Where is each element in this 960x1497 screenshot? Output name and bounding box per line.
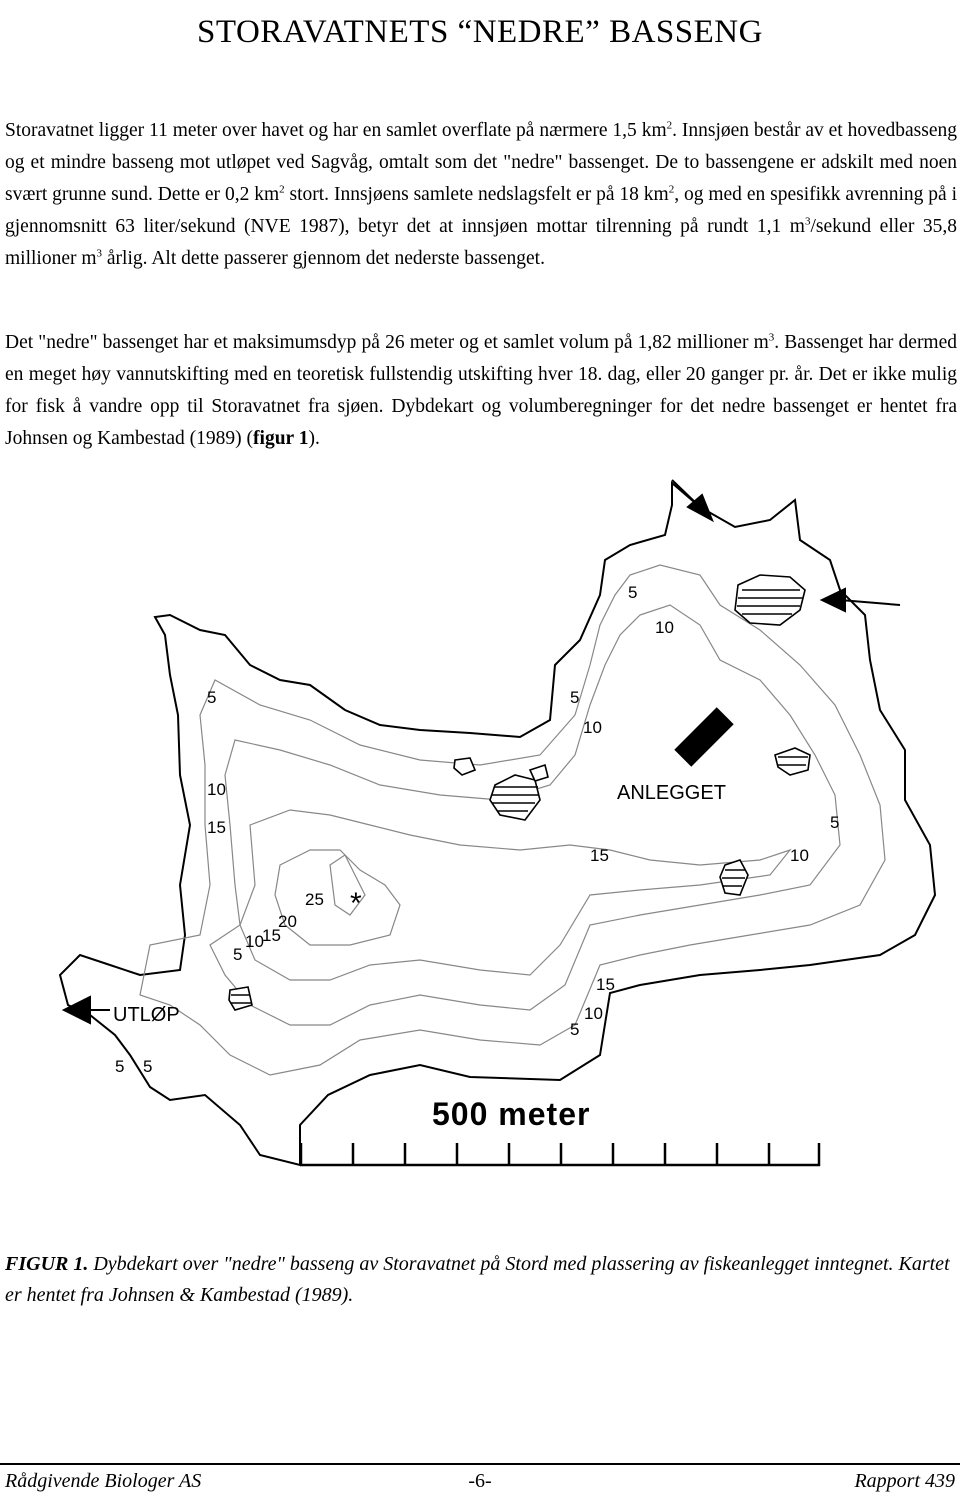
island-small [530,765,548,781]
p2-text-1: Det "nedre" bassenget har et maksimumsdyp på 26 meter og et samlet volum på 1,82 millioner m [5,332,769,353]
figure-caption [5,1249,960,1311]
contour-5m [140,565,885,1075]
island-utlop [229,987,252,1010]
p1-sup-1: 2 [666,119,673,132]
scale-bar-label: 500 meter [432,1096,591,1132]
depth-label-5: 5 [628,583,638,602]
island-north [735,575,805,625]
depth-label-10: 10 [583,718,602,737]
paragraph-2 [5,327,957,455]
island-middle [490,775,540,820]
caption-text: Dybdekart over "nedre" basseng av Storavatnet på Stord med plassering av fiskeanlegget inntegnet. Kartet er hentet fra Johnsen & Kambestad (1989). [5,1253,950,1306]
fish-farm-facility [674,707,733,766]
p1-text-5: /sekund eller 35,8 millioner m [5,216,957,269]
footer-company: Rådgivende Biologer AS [5,1470,202,1492]
p2-text-2: . Bassenget har dermed en meget høy vannutskifting med en teoretisk fullstendig utskifting hver 18. dag, eller 20 ganger pr. år. Det er ikke mulig for fisk å vandre opp til Storavatnet fra sjøen. Dybdekart og volumberegninger for det nedre bassenget er hentet fra Johnsen og Kambestad (1989) ( [5,332,958,449]
depth-label-20: 20 [278,912,297,931]
deepest-point-marker: * [350,887,362,920]
depth-label-10: 10 [584,1004,603,1023]
depth-label-5: 5 [143,1057,153,1076]
facility-label: ANLEGGET [617,782,726,804]
p1-text-4: , og med en spesifikk avrenning på i gjennomsnitt 63 liter/sekund (NVE 1987), betyr det at innsjøen mottar tilrenning på rundt 1,1 m [5,184,957,237]
p1-text-3: stort. Innsjøens samlete nedslagsfelt er på 18 km [284,184,669,205]
paragraph-1 [5,115,957,275]
depth-label-10: 10 [655,618,674,637]
figure-label: FIGUR 1. [5,1253,89,1275]
depth-label-5: 5 [570,1020,580,1039]
outlet-label: UTLØP [113,1004,180,1026]
p1-sup-4: 3 [804,215,811,228]
depth-label-10: 10 [245,932,264,951]
p1-text-6: årlig. Alt dette passerer gjennom det nederste bassenget. [102,248,545,269]
footer-report-number: Rapport 439 [854,1470,955,1492]
depth-map [0,465,960,1240]
footer-divider [0,1463,960,1465]
p2-sup-1: 3 [768,331,775,344]
depth-label-5: 5 [830,813,840,832]
scale-bar [300,1143,820,1166]
depth-label-25: 25 [305,890,324,909]
inlet-arrow-east-shaft [840,600,900,605]
p1-sup-5: 3 [96,247,103,260]
p2-text-3: ). [308,428,320,449]
depth-label-5: 5 [115,1057,125,1076]
depth-label-5: 5 [570,688,580,707]
inlet-arrow-east-head [822,589,845,611]
p1-sup-3: 2 [668,183,675,196]
page-title: STORAVATNETS “NEDRE” BASSENG [197,14,763,50]
depth-label-10: 10 [207,780,226,799]
p1-text-1: Storavatnet ligger 11 meter over havet og har en samlet overflate på nærmere 1,5 km [5,120,667,141]
depth-label-15: 15 [596,975,615,994]
depth-label-15: 15 [590,846,609,865]
p1-sup-2: 2 [279,183,285,196]
p1-text-2: . Innsjøen består av et hovedbasseng og et mindre basseng mot utløpet ved Sagvåg, omtalt som det "nedre" bassenget. De to bassengene er adskilt med noen svært grunne sund. Dette er 0,2 km [5,120,958,205]
island-east [775,748,810,775]
island-west [454,758,475,775]
footer-page-number: -6- [468,1470,492,1492]
depth-label-15: 15 [262,926,281,945]
depth-label-10: 10 [790,846,809,865]
depth-label-5: 5 [207,688,217,707]
shoreline [60,483,935,1165]
depth-label-15: 15 [207,818,226,837]
figure-reference: figur 1 [253,428,309,449]
depth-label-5: 5 [233,945,243,964]
arrows [64,480,900,1023]
